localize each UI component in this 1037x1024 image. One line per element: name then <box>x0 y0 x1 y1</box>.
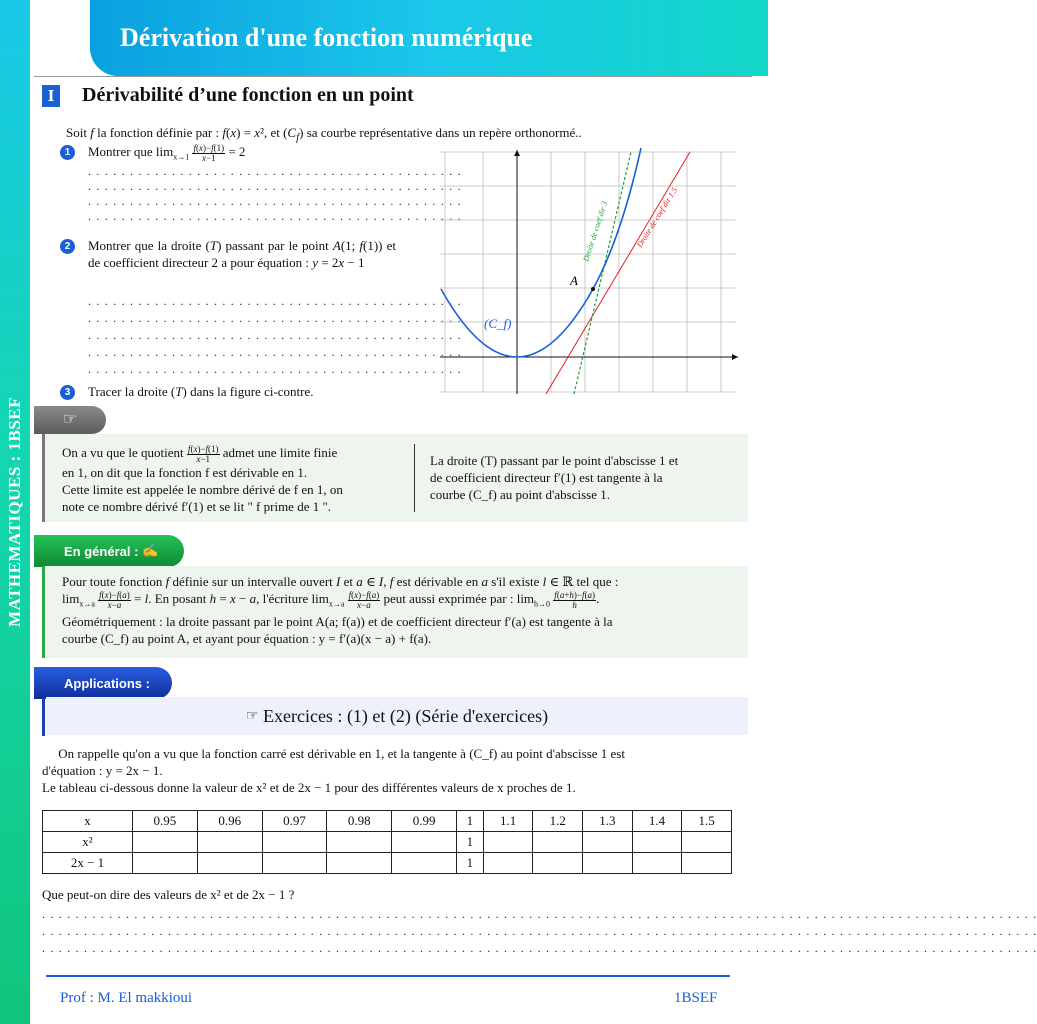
table-row: 2x − 1 1 <box>43 853 732 874</box>
writing-hand-icon: ✍ <box>142 543 159 558</box>
applications-tab: Applications : <box>34 667 172 699</box>
header-divider <box>34 76 752 77</box>
pointing-hand-icon-2: ☞ <box>245 708 259 724</box>
graph-grid <box>440 152 736 392</box>
exercise-banner <box>46 697 748 735</box>
remark-tab <box>34 406 106 434</box>
applications-bar <box>42 698 45 736</box>
question-1-text: Montrer que $\lim_{x\to 1}$ $\frac{f(x)-f(1)}{x-1}$ = 2 <box>88 142 246 163</box>
question-number-3: 3 <box>60 385 75 400</box>
applications-paragraph: On rappelle qu'on a vu que la fonction carré est dérivable en 1, et la tangente à (C_f) au point d'abscisse 1 est d'équation : y = 2x − 1. Le tableau ci-dessous donne la valeur de x² et de 2x − 1 pour des différentes valeurs de x proches de 1. <box>42 746 625 795</box>
question-number-2: 2 <box>60 239 75 254</box>
section-title: Dérivabilité d’une fonction en un point <box>82 84 414 106</box>
table-row: x² 1 <box>43 832 732 853</box>
general-text: Pour toute fonction f définie sur un intervalle ouvert I et a ∈ I, f est dérivable en a s'il existe l ∈ ℝ tel que : $\lim_{x\to a}$ $\frac{f(x)-f(a)}{x-a}$ = l. En posant h = x − a, l'écriture $\lim_{x\to a}$ $\frac{f(x)-f(a)}{x-a}$ peut aussi exprimée par : $\lim_{h\to 0}$ $\frac{f(a+h)-f(a)}{h}$ . Géométriquement : la droite passant par le point A(a; f(a)) et de coefficient directeur f′(a) est tangente à la courbe (C_f) au point A, et ayant pour équation : y = f′(a)(x − a) + f(a). <box>62 574 619 646</box>
header-banner <box>90 0 768 76</box>
intro-text: Soit f la fonction définie par : f(x) = x², et $(C_f)$ sa courbe représentative dans un repère orthonormé.. <box>66 125 582 144</box>
point-a <box>591 287 595 291</box>
remark-left-text: On a vu que le quotient $\frac{f(x)-f(1)}{x-1}$ admet une limite finie en 1, on dit que la fonction f est dérivable en 1. Cette limite est appelée le nombre dérivé de f en 1, on note ce nombre dérivé f′(1) et se lit " f prime de 1 ". <box>62 443 343 514</box>
exercise-text: Exercices : (1) et (2) (Série d'exercices) <box>262 705 549 726</box>
line-slope-1-5-label: Droite de coef dir 1.5 <box>635 185 680 250</box>
x-axis-arrow <box>732 354 738 360</box>
remark-right-text: La droite (T) passant par le point d'abscisse 1 et de coefficient directeur f′(1) est tangente à la courbe (C_f) au point d'abscisse 1. <box>430 453 679 502</box>
sidebar-label: MATHEMATIQUES : 1BSEF <box>5 397 25 627</box>
footer-author: Prof : M. El makkioui <box>60 990 193 1006</box>
footer-divider <box>46 975 730 977</box>
function-graph <box>436 148 742 396</box>
curve-cf <box>441 148 641 357</box>
final-question: Que peut-on dire des valeurs de x² et de 2x − 1 ? <box>42 887 295 902</box>
table-header-row: x 0.95 0.96 0.97 0.98 0.99 1 1.1 1.2 1.3 1.4 1.5 <box>43 811 732 832</box>
answer-lines-2[interactable]: . . . . . . . . . . . . . . . . . . . . . . . . . . . . . . . . . . . . . . . . . . . . . . . . . . . . . . . . . . . . . . . . . . . . . . . . . . . . . . . . . . . . . . . . . . . . . . . . . . . . . . . . . . . . . . . . . . . . . . . . . . . . . . . . . . . . . . . . . . . . . . . . . . . . . . . . . . . . . . . . . . . . . . . . . . . . . . . . . . . . . . . . . . . . . . . . . . . . . . . . . . . . . . . . . . . . . . . . . . . . . . . . . <box>88 294 462 376</box>
line-slope-3-label: Droite de coef dir 3 <box>581 200 610 263</box>
line-slope-1-5 <box>546 152 690 394</box>
pointing-hand-icon: ☞ <box>62 411 78 428</box>
question-number-1: 1 <box>60 145 75 160</box>
answer-lines-1[interactable]: . . . . . . . . . . . . . . . . . . . . . . . . . . . . . . . . . . . . . . . . . . . . . . . . . . . . . . . . . . . . . . . . . . . . . . . . . . . . . . . . . . . . . . . . . . . . . . . . . . . . . . . . . . . . . . . . . . . . . . . . . . . . . . . . . . . . . . . . . . . . . . . . . . . . . . . . . . . . . . . . . . . . . . . . . . . . . . . . . . . . <box>88 164 462 223</box>
section-number: I <box>42 85 60 107</box>
question-2-text: Montrer que la droite (T) passant par le point A(1; f(1)) et de coefficient directeur 2 a pour équation : y = 2x − 1 <box>88 238 396 270</box>
point-a-label: A <box>570 273 578 288</box>
footer-class: 1BSEF <box>674 990 718 1006</box>
y-axis-arrow <box>514 150 520 156</box>
line-slope-3 <box>574 152 631 394</box>
final-answer-lines[interactable]: . . . . . . . . . . . . . . . . . . . . . . . . . . . . . . . . . . . . . . . . . . . . . . . . . . . . . . . . . . . . . . . . . . . . . . . . . . . . . . . . . . . . . . . . . . . . . . . . . . . . . . . . . . . . . . . . . . . . . . . . . . . . . . . . . . . . . . . . . . . . . . . . . . . . . . . . . . . . . . . . . . . . . . . . . . . . . . . . . . . . . . . . . . . . . . . . . . . . . . . . . . . . . . . . . . . . . . . . . . . . . . . . . . . . . . . . . . . . . . . . . . . . . . . . . . . . . . . . . . . . . . . . . . . . . . . . . . . . . . . . . . . . . . . . . . . . . . . . . . . . . . . . . . . . . . . . . . . . . . . . . . . . . . . . . . . . . . . . . . . . . . . . . . . . . . . . . . . . . <box>42 907 1037 955</box>
curve-label: (C_f) <box>484 316 512 331</box>
question-3-text: Tracer la droite (T) dans la figure ci-contre. <box>88 384 314 399</box>
page-title: Dérivation d'une fonction numérique <box>120 23 533 52</box>
remark-divider <box>414 444 415 512</box>
general-tab: En général : ✍ <box>34 535 184 567</box>
values-table <box>42 810 732 874</box>
